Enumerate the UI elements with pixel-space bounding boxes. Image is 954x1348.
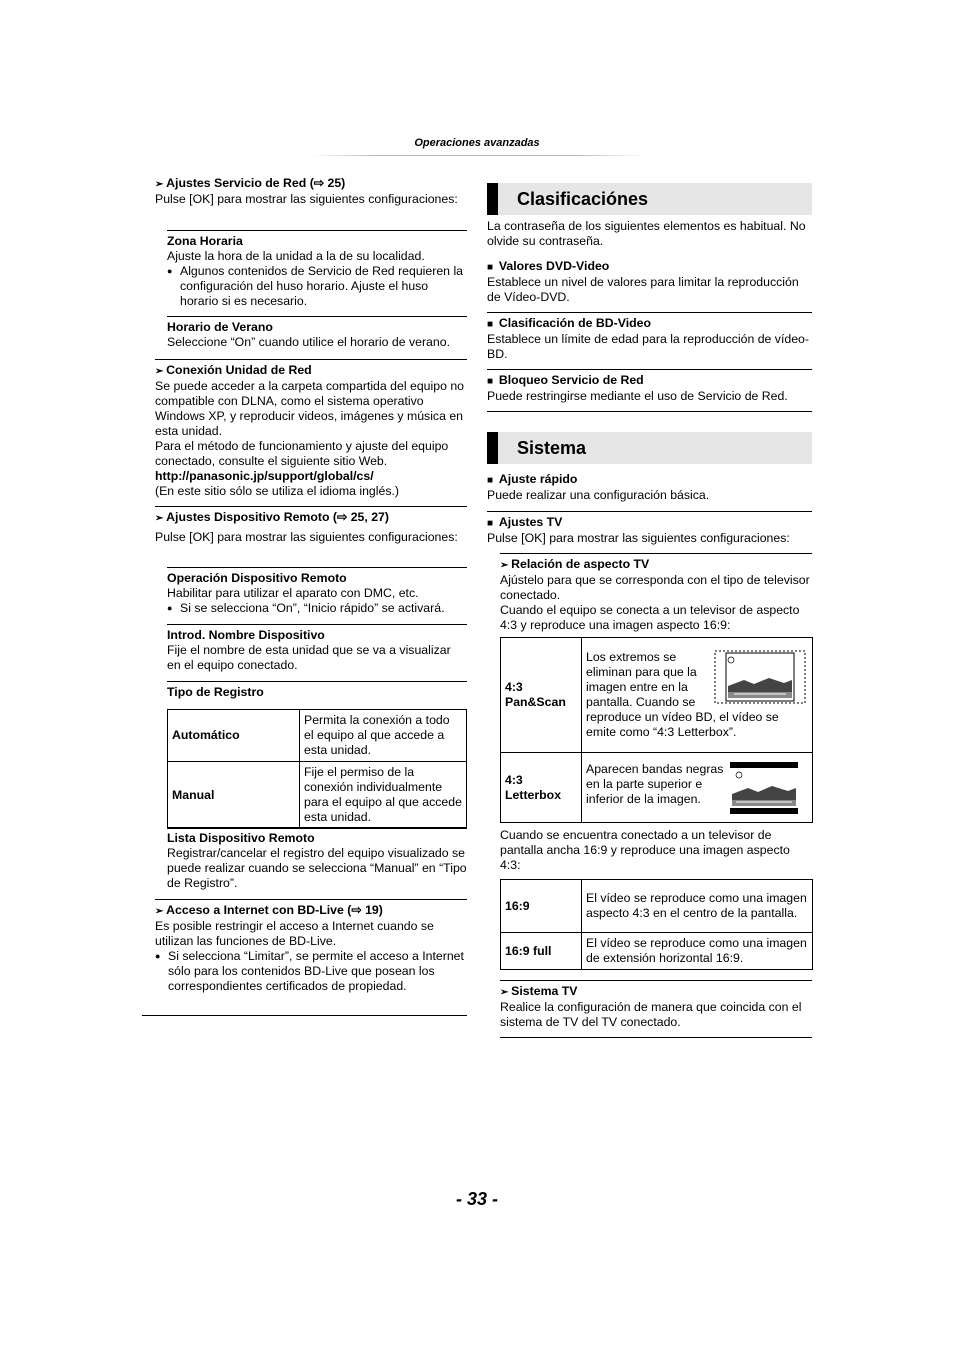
aspect-169-table xyxy=(500,879,813,970)
divider xyxy=(167,230,467,231)
cell-text: Los extremos se eliminan para que la imagen entre en la pantalla. Cuando se reproduce un vídeo BD, el vídeo se emite como “4:3 Letterbox”. xyxy=(586,650,779,739)
divider xyxy=(500,553,812,554)
item-text: Ajuste la hora de la unidad a la de su localidad. xyxy=(167,249,425,263)
table-key: 4:3 Letterbox xyxy=(501,753,582,823)
intro-text: La contraseña de los siguientes elementos es habitual. No olvide su contraseña. xyxy=(487,219,806,248)
divider xyxy=(167,681,467,682)
item-text: Establece un límite de edad para la reproducción de vídeo-BD. xyxy=(487,332,809,361)
heading-text: Clasificaciónes xyxy=(517,189,649,209)
support-url[interactable]: http://panasonic.jp/support/global/cs/ xyxy=(155,469,374,483)
sistema-tv-block xyxy=(500,980,812,1030)
item-title: Introd. Nombre Dispositivo xyxy=(167,628,325,642)
section-text: Para el método de funcionamiento y ajuste del equipo conectado, consulte el siguiente sitio Web. xyxy=(155,439,449,468)
item-title: Horario de Verano xyxy=(167,320,273,334)
item-text: Cuando el equipo se conecta a un televisor de aspecto 4:3 y reproduce una imagen aspecto 16:9: xyxy=(500,603,800,632)
bloqueo-block xyxy=(487,369,812,404)
section-title: ➢ Conexión Unidad de Red xyxy=(155,363,467,379)
heading-text: Sistema xyxy=(517,438,587,458)
item-title: Tipo de Registro xyxy=(167,685,264,699)
divider xyxy=(167,567,467,568)
item-title: Operación Dispositivo Remoto xyxy=(167,571,347,585)
item-text: Registrar/cancelar el registro del equipo visualizado se puede realizar cuando se selecciona “Manual” en “Tipo de Registro”. xyxy=(167,846,467,890)
remoto-block xyxy=(155,506,467,545)
table-key: 4:3 Pan&Scan xyxy=(501,638,582,753)
column-end-rule xyxy=(500,1037,812,1038)
table-value: Permita la conexión a todo el equipo al que accede a esta unidad. xyxy=(300,710,467,762)
tipo-registro-table xyxy=(167,709,467,829)
tipo-registro-block xyxy=(167,681,467,829)
section-title: ➢ Ajustes Dispositivo Remoto (⇨ 25, 27) xyxy=(155,510,467,526)
item-text: Ajústelo para que se corresponda con el tipo de televisor conectado. xyxy=(500,573,810,602)
item-title: ➢ Sistema TV xyxy=(500,984,812,1000)
sistema-heading xyxy=(487,432,812,464)
item-title: ■ Ajuste rápido xyxy=(487,472,812,488)
divider xyxy=(167,624,467,625)
item-title: ■ Bloqueo Servicio de Red xyxy=(487,373,812,389)
divider xyxy=(155,506,467,507)
header-divider xyxy=(310,155,644,156)
relacion-block xyxy=(500,553,812,633)
item-text: Seleccione “On” cuando utilice el horario de verano. xyxy=(167,335,450,349)
divider xyxy=(500,980,812,981)
clasificaciones-heading xyxy=(487,183,812,215)
bdlive-block xyxy=(155,899,467,994)
table-value: El vídeo se reproduce como una imagen de extensión horizontal 16:9. xyxy=(582,933,813,970)
table-row xyxy=(501,753,813,823)
item-title: ■ Ajustes TV xyxy=(487,515,812,531)
note-text: (En este sitio sólo se utiliza el idioma inglés.) xyxy=(155,484,399,498)
table-row xyxy=(168,710,467,762)
table-row xyxy=(501,933,813,970)
section-text: Se puede acceder a la carpeta compartida del equipo no compatible con DLNA, como el sistema operativo Windows XP, y reproducir videos, imágenes y música en esta unidad. xyxy=(155,379,465,438)
item-text: Establece un nivel de valores para limitar la reproducción de Vídeo-DVD. xyxy=(487,275,799,304)
heading-marker xyxy=(487,183,498,215)
item-title: Zona Horaria xyxy=(167,234,243,248)
bd-video-block xyxy=(487,312,812,362)
divider xyxy=(167,316,467,317)
table-row xyxy=(501,880,813,933)
divider xyxy=(487,511,812,512)
letterbox-thumbnail xyxy=(730,762,798,814)
table-row xyxy=(168,762,467,829)
bullet-text: ● Si se selecciona “On”, “Inicio rápido” se activará. xyxy=(167,601,467,616)
table-value: El vídeo se reproduce como una imagen aspecto 4:3 en el centro de la pantalla. xyxy=(582,880,813,933)
conexion-block xyxy=(155,359,467,499)
item-text: Pulse [OK] para mostrar las siguientes configuraciones: xyxy=(487,531,790,545)
table-key: Manual xyxy=(168,762,300,829)
section-text: Pulse [OK] para mostrar las siguientes configuraciones: xyxy=(155,530,458,544)
table-key: 16:9 xyxy=(501,880,582,933)
heading-marker xyxy=(487,432,498,464)
table-value: Fije el permiso de la conexión individualmente para el equipo al que accede esta unidad. xyxy=(300,762,467,829)
item-title: ➢ Relación de aspecto TV xyxy=(500,557,812,573)
page-number: - 33 - xyxy=(455,1189,498,1209)
lista-block xyxy=(167,827,467,891)
section-title: ➢ Ajustes Servicio de Red (⇨ 25) xyxy=(155,176,467,192)
cell-text: Aparecen bandas negras en la parte superior e inferior de la imagen. xyxy=(586,761,724,806)
divider xyxy=(155,899,467,900)
item-title: ■ Clasificación de BD-Video xyxy=(487,316,812,332)
item-text: Puede restringirse mediante el uso de Servicio de Red. xyxy=(487,389,788,403)
divider xyxy=(155,359,467,360)
wide-intro: Cuando se encuentra conectado a un televisor de pantalla ancha 16:9 y reproduce una imagen aspecto 4:3: xyxy=(500,828,790,872)
column-end-rule xyxy=(142,1015,467,1016)
clasificaciones-body xyxy=(487,219,812,305)
divider xyxy=(487,411,812,412)
item-title: ■ Valores DVD-Video xyxy=(487,259,812,275)
item-text: Habilitar para utilizar el aparato con DMC, etc. xyxy=(167,586,419,600)
letterbox-image-icon xyxy=(730,762,798,814)
item-text: Fije el nombre de esta unidad que se va a visualizar en el equipo conectado. xyxy=(167,643,451,672)
table-row xyxy=(501,638,813,753)
divider xyxy=(167,827,467,828)
table-key: Automático xyxy=(168,710,300,762)
divider xyxy=(487,312,812,313)
table-value xyxy=(582,753,813,823)
left-column xyxy=(155,176,467,207)
introd-block xyxy=(167,624,467,673)
section-text: Pulse [OK] para mostrar las siguientes configuraciones: xyxy=(155,192,458,206)
section-text: Es posible restringir el acceso a Internet cuando se utilizan las funciones de BD-Live. xyxy=(155,919,434,948)
ajuste-rapido-block xyxy=(487,472,812,503)
aspect-43-table xyxy=(500,637,813,823)
bullet-text: ● Si selecciona “Limitar”, se permite el acceso a Internet sólo para los contenidos BD-Live que posean los correspondientes certificados de propiedad. xyxy=(155,949,467,994)
item-text: Puede realizar una configuración básica. xyxy=(487,488,710,502)
divider xyxy=(487,369,812,370)
zona-horaria-block xyxy=(167,230,467,309)
horario-verano-block xyxy=(167,316,467,350)
operacion-block xyxy=(167,567,467,616)
panscan-image-icon xyxy=(714,650,806,704)
bullet-text: ● Algunos contenidos de Servicio de Red requieren la configuración del huso horario. Ajuste el huso horario si es necesario. xyxy=(167,264,467,309)
page-header: Operaciones avanzadas xyxy=(414,137,540,149)
ajustes-tv-block xyxy=(487,511,812,546)
item-text: Realice la configuración de manera que coincida con el sistema de TV del TV conectado. xyxy=(500,1000,802,1029)
item-title: Lista Dispositivo Remoto xyxy=(167,831,315,845)
table-value xyxy=(582,638,813,753)
panscan-thumbnail xyxy=(714,650,806,704)
section-title: ➢ Acceso a Internet con BD-Live (⇨ 19) xyxy=(155,903,467,919)
table-key: 16:9 full xyxy=(501,933,582,970)
